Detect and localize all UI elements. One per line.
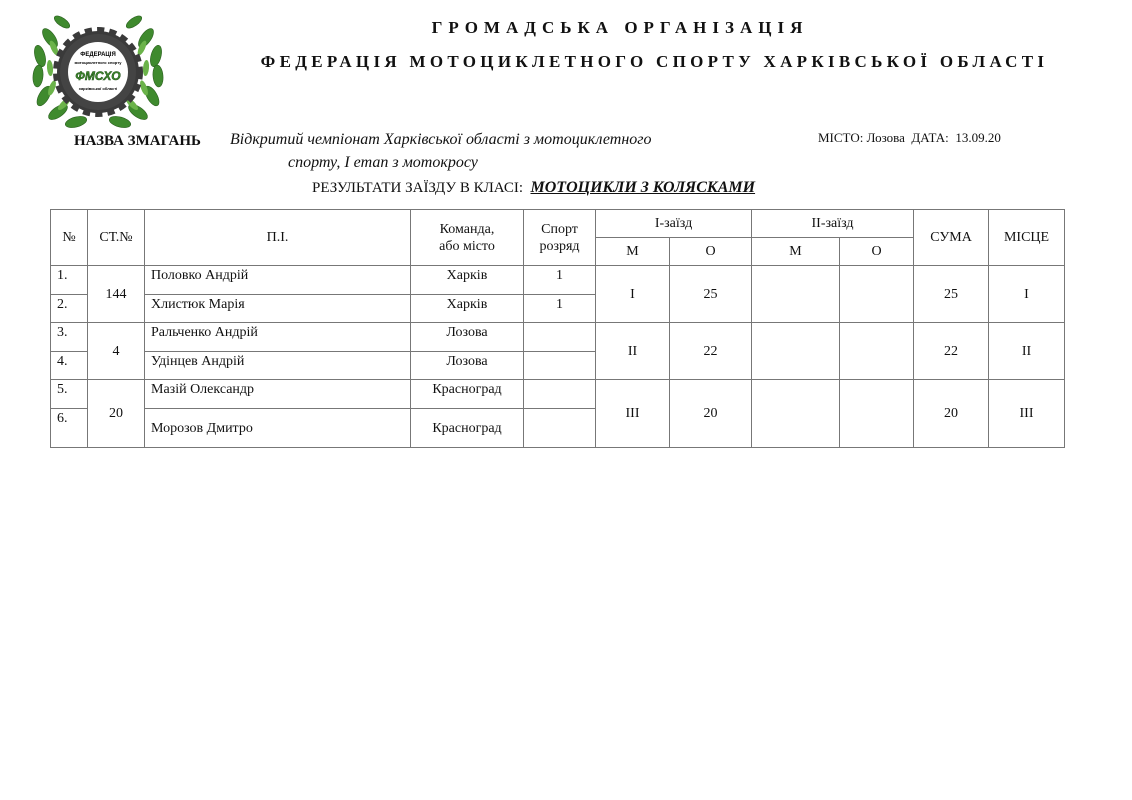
rank-cell: 1 <box>524 266 596 295</box>
race1-o-cell: 20 <box>670 380 752 448</box>
team-cell: Харків <box>411 266 524 295</box>
rank-cell: 1 <box>524 295 596 323</box>
sum-cell: 25 <box>914 266 989 323</box>
city-label: МІСТО: <box>818 130 864 145</box>
rank-cell <box>524 352 596 380</box>
race1-m-cell: I <box>596 266 670 323</box>
header-sum: СУМА <box>914 210 989 266</box>
rider-name: Хлистюк Марія <box>145 295 411 323</box>
row-num: 4. <box>51 352 88 380</box>
header-place: МІСЦЕ <box>989 210 1065 266</box>
race2-o-cell <box>840 380 914 448</box>
rider-name: Половко Андрій <box>145 266 411 295</box>
header-race1: І-заїзд <box>596 210 752 238</box>
start-num-cell: 4 <box>88 323 145 380</box>
header-race1-o: О <box>670 238 752 266</box>
date-value: 13.09.20 <box>955 130 1001 145</box>
start-num-cell: 144 <box>88 266 145 323</box>
race2-o-cell <box>840 323 914 380</box>
team-cell: Харків <box>411 295 524 323</box>
team-cell: Лозова <box>411 323 524 352</box>
results-table <box>50 209 1065 448</box>
row-num: 1. <box>51 266 88 295</box>
race2-m-cell <box>752 266 840 323</box>
rider-name: Ральченко Андрій <box>145 323 411 352</box>
sum-cell: 22 <box>914 323 989 380</box>
date-label: ДАТА: <box>911 130 949 145</box>
row-num: 3. <box>51 323 88 352</box>
place-cell: III <box>989 380 1065 448</box>
rider-name: Морозов Дмитро <box>145 409 411 448</box>
row-num: 5. <box>51 380 88 409</box>
rider-name: Удінцев Андрій <box>145 352 411 380</box>
header-rank-line1: Спорт <box>541 221 578 237</box>
header-rank <box>524 210 596 266</box>
place-cell: II <box>989 323 1065 380</box>
competition-label: НАЗВА ЗМАГАНЬ <box>74 133 201 149</box>
header-race2: ІІ-заїзд <box>752 210 914 238</box>
place-date <box>818 130 1001 146</box>
federation-logo <box>28 8 168 134</box>
rank-cell <box>524 323 596 352</box>
start-num-cell: 20 <box>88 380 145 448</box>
header-name: П.І. <box>145 210 411 266</box>
header-team <box>411 210 524 266</box>
header-race2-m: М <box>752 238 840 266</box>
rider-name: Мазій Олександр <box>145 380 411 409</box>
race2-o-cell <box>840 266 914 323</box>
header-team-line1: Команда, <box>439 221 495 237</box>
header-start-num: СТ.№ <box>88 210 145 266</box>
table-row <box>51 323 1065 352</box>
competition-name-line1: Відкритий чемпіонат Харківської області з мотоциклетного <box>230 131 652 148</box>
header-team-line2: або місто <box>439 238 495 254</box>
logo-text-line3: харківської області <box>78 86 118 91</box>
results-heading <box>312 179 755 197</box>
place-cell: I <box>989 266 1065 323</box>
logo-abbreviation: ФМСХО <box>75 69 121 83</box>
competition-name-line2: спорту, І етап з мотокросу <box>288 154 478 171</box>
sum-cell: 20 <box>914 380 989 448</box>
results-label: РЕЗУЛЬТАТИ ЗАЇЗДУ В КЛАСІ: <box>312 180 524 196</box>
race2-m-cell <box>752 380 840 448</box>
row-num: 6. <box>51 409 88 448</box>
rank-cell <box>524 409 596 448</box>
race1-o-cell: 25 <box>670 266 752 323</box>
city-value: Лозова <box>866 130 905 145</box>
header-race2-o: О <box>840 238 914 266</box>
table-row <box>51 266 1065 295</box>
race2-m-cell <box>752 323 840 380</box>
race1-m-cell: II <box>596 323 670 380</box>
team-cell: Лозова <box>411 352 524 380</box>
logo-text-line1: ФЕДЕРАЦІЯ <box>80 52 116 58</box>
header-rank-line2: розряд <box>539 238 580 254</box>
row-num: 2. <box>51 295 88 323</box>
rank-cell <box>524 380 596 409</box>
header-num: № <box>51 210 88 266</box>
team-cell: Красноград <box>411 380 524 409</box>
class-name: МОТОЦИКЛИ З КОЛЯСКАМИ <box>530 179 756 196</box>
organization-title: ГРОМАДСЬКА ОРГАНІЗАЦІЯ <box>431 18 809 37</box>
federation-title: ФЕДЕРАЦІЯ МОТОЦИКЛЕТНОГО СПОРТУ ХАРКІВСЬКОЇ ОБЛАСТІ <box>260 52 1049 71</box>
logo-text-line2: мотоциклетного спорту <box>74 60 122 65</box>
table-row <box>51 380 1065 409</box>
race1-o-cell: 22 <box>670 323 752 380</box>
race1-m-cell: III <box>596 380 670 448</box>
team-cell: Красноград <box>411 409 524 448</box>
header-race1-m: М <box>596 238 670 266</box>
